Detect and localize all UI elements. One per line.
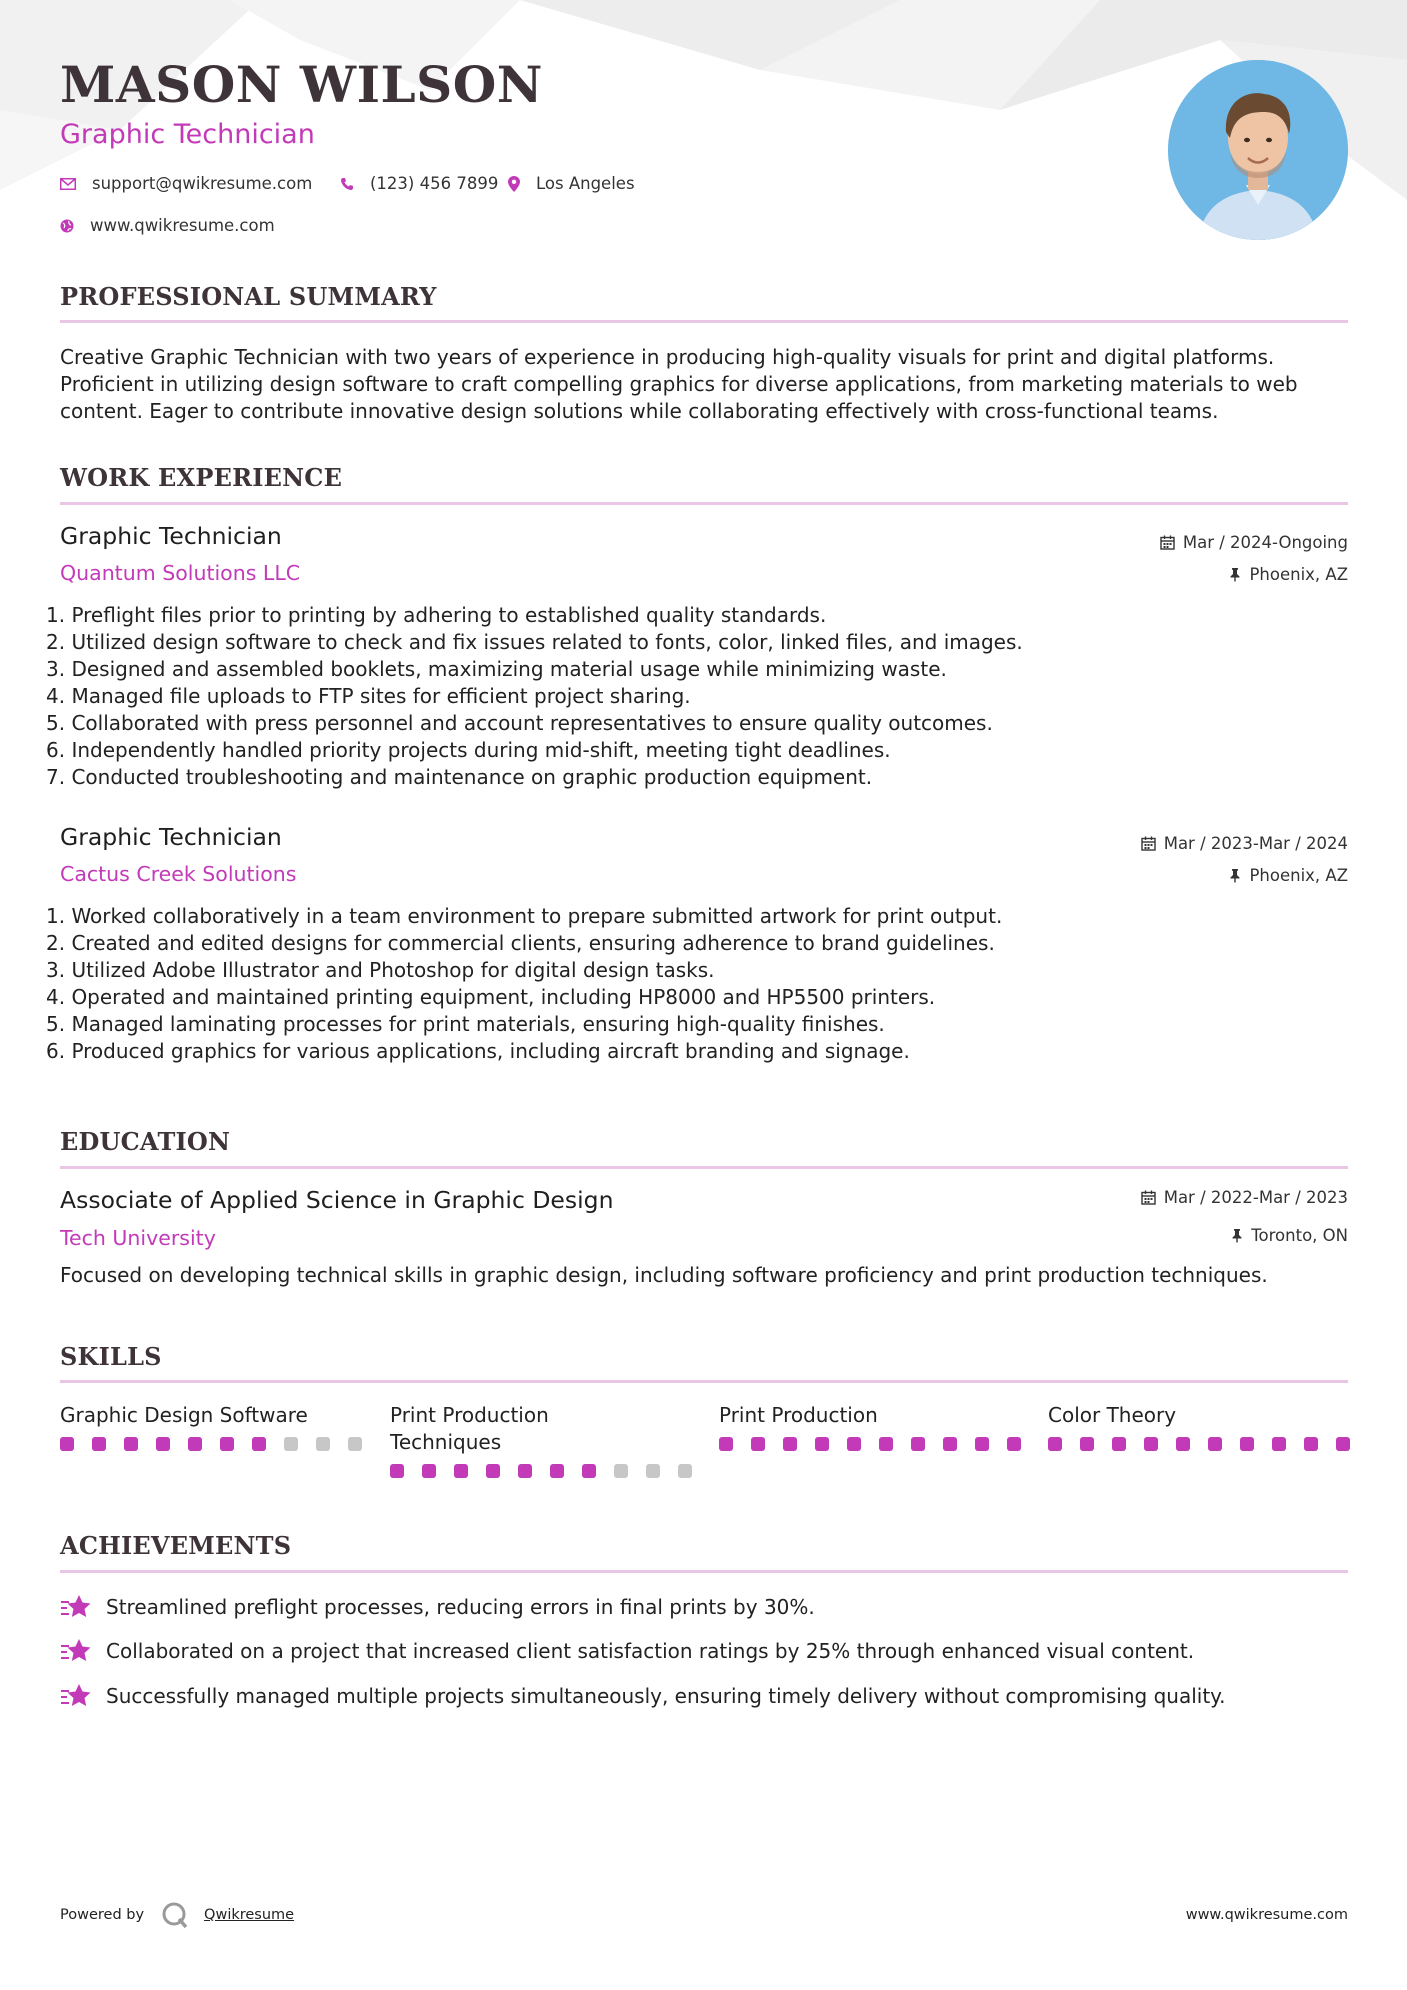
job-dates bbox=[1160, 533, 1348, 552]
list-item: 1. Preflight files prior to printing by adhering to established quality standards. bbox=[46, 603, 827, 627]
list-item: 6. Produced graphics for various applications, including aircraft branding and signage. bbox=[46, 1039, 910, 1063]
list-item: 3. Utilized Adobe Illustrator and Photoshop for digital design tasks. bbox=[46, 958, 715, 982]
skill-dot-empty bbox=[678, 1464, 692, 1478]
achievement-item bbox=[60, 1593, 815, 1621]
powered-by-text: Powered by bbox=[60, 1907, 145, 1923]
job-dates-text: Mar / 2024-Ongoing bbox=[1182, 533, 1348, 552]
skill-dot-filled bbox=[783, 1437, 797, 1451]
job-title: Graphic Technician bbox=[60, 522, 282, 550]
contact-phone[interactable] bbox=[340, 174, 498, 193]
skill-dot-filled bbox=[1272, 1437, 1286, 1451]
skill-dot-filled bbox=[975, 1437, 989, 1451]
globe-icon bbox=[60, 219, 74, 233]
education-description: Focused on developing technical skills in graphic design, including software proficiency and print production techniques. bbox=[60, 1263, 1268, 1287]
achievement-text: Collaborated on a project that increased client satisfaction ratings by 25% through enhanced visual content. bbox=[106, 1639, 1195, 1663]
list-item: 2. Utilized design software to check and fix issues related to fonts, color, linked files, and images. bbox=[46, 630, 1023, 654]
job-location bbox=[1229, 866, 1348, 885]
achievement-text: Streamlined preflight processes, reducing errors in final prints by 30%. bbox=[106, 1595, 815, 1619]
skill-dot-filled bbox=[422, 1464, 436, 1478]
skill-name: Print Production bbox=[719, 1403, 878, 1427]
skill-dot-filled bbox=[486, 1464, 500, 1478]
job-dates bbox=[1141, 834, 1348, 853]
candidate-role: Graphic Technician bbox=[60, 119, 315, 150]
job-dates-text: Mar / 2023-Mar / 2024 bbox=[1163, 834, 1348, 853]
contact-location bbox=[508, 174, 635, 193]
summary-divider bbox=[60, 320, 1348, 323]
job-responsibilities bbox=[46, 602, 1246, 791]
skill-dot-filled bbox=[847, 1437, 861, 1451]
website-text: www.qwikresume.com bbox=[90, 216, 275, 235]
calendar-icon bbox=[1141, 836, 1156, 851]
skill-dot-filled bbox=[390, 1464, 404, 1478]
phone-text: (123) 456 7899 bbox=[370, 174, 499, 193]
qwikresume-logo-icon bbox=[160, 1900, 190, 1930]
skill-dot-filled bbox=[188, 1437, 202, 1451]
candidate-name: MASON WILSON bbox=[60, 55, 543, 114]
school-name: Tech University bbox=[60, 1226, 216, 1250]
skill-rating bbox=[60, 1437, 362, 1451]
education-location-text: Toronto, ON bbox=[1251, 1226, 1348, 1245]
skill-item bbox=[60, 1402, 362, 1451]
skill-dot-filled bbox=[156, 1437, 170, 1451]
skill-dot-filled bbox=[252, 1437, 266, 1451]
skill-dot-filled bbox=[1304, 1437, 1318, 1451]
envelope-icon bbox=[60, 178, 76, 190]
skill-name: Color Theory bbox=[1048, 1403, 1177, 1427]
skill-dot-empty bbox=[614, 1464, 628, 1478]
skills-heading: SKILLS bbox=[60, 1342, 162, 1371]
summary-heading: PROFESSIONAL SUMMARY bbox=[60, 282, 437, 311]
skill-rating bbox=[390, 1464, 692, 1478]
skill-dot-filled bbox=[1007, 1437, 1021, 1451]
job-location-text: Phoenix, AZ bbox=[1249, 866, 1348, 885]
skill-dot-filled bbox=[879, 1437, 893, 1451]
skill-dot-empty bbox=[316, 1437, 330, 1451]
skill-name: Graphic Design Software bbox=[60, 1403, 308, 1427]
job-location-text: Phoenix, AZ bbox=[1249, 565, 1348, 584]
skill-dot-empty bbox=[284, 1437, 298, 1451]
skill-dot-filled bbox=[719, 1437, 733, 1451]
qwikresume-link[interactable]: Qwikresume bbox=[204, 1907, 295, 1923]
list-item: 3. Designed and assembled booklets, maximizing material usage while minimizing waste. bbox=[46, 657, 947, 681]
skill-dot-filled bbox=[1112, 1437, 1126, 1451]
education-location bbox=[1231, 1226, 1348, 1245]
job-title: Graphic Technician bbox=[60, 823, 282, 851]
footer-site[interactable]: www.qwikresume.com bbox=[1185, 1907, 1348, 1923]
phone-icon bbox=[340, 177, 354, 191]
skill-rating bbox=[1048, 1437, 1350, 1451]
summary-text: Creative Graphic Technician with two years of experience in producing high-quality visuals for print and digital platforms. Proficient in utilizing design software to craft compelling graphics for diverse applications, from marketing materials to web content. Eager to contribute innovative design solutions while collaborating effectively with cross-functional teams. bbox=[60, 345, 1298, 423]
skill-dot-empty bbox=[646, 1464, 660, 1478]
contact-email[interactable] bbox=[60, 174, 312, 193]
skill-dot-filled bbox=[751, 1437, 765, 1451]
contact-website[interactable] bbox=[60, 216, 275, 235]
skill-dot-filled bbox=[1080, 1437, 1094, 1451]
location-text: Los Angeles bbox=[536, 174, 635, 193]
pushpin-icon bbox=[1231, 1228, 1243, 1243]
skill-dot-filled bbox=[1144, 1437, 1158, 1451]
skill-item bbox=[1048, 1402, 1350, 1451]
list-item: 5. Managed laminating processes for print materials, ensuring high-quality finishes. bbox=[46, 1012, 885, 1036]
skill-dot-filled bbox=[1176, 1437, 1190, 1451]
skill-dot-filled bbox=[60, 1437, 74, 1451]
skill-dot-filled bbox=[1336, 1437, 1350, 1451]
education-divider bbox=[60, 1166, 1348, 1169]
job-location bbox=[1229, 565, 1348, 584]
list-item: 4. Operated and maintained printing equipment, including HP8000 and HP5500 printers. bbox=[46, 985, 936, 1009]
experience-heading: WORK EXPERIENCE bbox=[60, 463, 343, 492]
list-item: 7. Conducted troubleshooting and maintenance on graphic production equipment. bbox=[46, 765, 873, 789]
skill-item bbox=[390, 1402, 692, 1478]
skill-dot-filled bbox=[92, 1437, 106, 1451]
skill-rating bbox=[719, 1437, 1021, 1451]
experience-divider bbox=[60, 502, 1348, 505]
map-pin-icon bbox=[508, 176, 520, 192]
pushpin-icon bbox=[1229, 567, 1241, 582]
star-icon bbox=[60, 1593, 92, 1621]
skill-dot-filled bbox=[943, 1437, 957, 1451]
job-company: Quantum Solutions LLC bbox=[60, 561, 301, 585]
skills-divider bbox=[60, 1380, 1348, 1383]
skill-dot-filled bbox=[220, 1437, 234, 1451]
education-heading: EDUCATION bbox=[60, 1127, 231, 1156]
pushpin-icon bbox=[1229, 868, 1241, 883]
list-item: 1. Worked collaboratively in a team environment to prepare submitted artwork for print output. bbox=[46, 904, 1003, 928]
skill-dot-filled bbox=[124, 1437, 138, 1451]
list-item: 5. Collaborated with press personnel and account representatives to ensure quality outcomes. bbox=[46, 711, 993, 735]
calendar-icon bbox=[1141, 1190, 1156, 1205]
skill-dot-filled bbox=[1208, 1437, 1222, 1451]
degree-title: Associate of Applied Science in Graphic Design bbox=[60, 1186, 614, 1214]
email-text: support@qwikresume.com bbox=[92, 174, 313, 193]
skill-dot-filled bbox=[815, 1437, 829, 1451]
skill-name: Print Production Techniques bbox=[390, 1403, 549, 1454]
skill-dot-empty bbox=[348, 1437, 362, 1451]
skill-dot-filled bbox=[550, 1464, 564, 1478]
list-item: 2. Created and edited designs for commercial clients, ensuring adherence to brand guidelines. bbox=[46, 931, 995, 955]
education-dates bbox=[1141, 1188, 1348, 1207]
skill-item bbox=[719, 1402, 1021, 1451]
job-responsibilities bbox=[46, 903, 1246, 1065]
skill-dot-filled bbox=[1048, 1437, 1062, 1451]
education-dates-text: Mar / 2022-Mar / 2023 bbox=[1163, 1188, 1348, 1207]
skill-dot-filled bbox=[454, 1464, 468, 1478]
profile-photo bbox=[1168, 60, 1348, 240]
achievements-divider bbox=[60, 1570, 1348, 1573]
achievement-item bbox=[60, 1682, 1226, 1710]
achievements-heading: ACHIEVEMENTS bbox=[60, 1531, 292, 1560]
star-icon bbox=[60, 1637, 92, 1665]
calendar-icon bbox=[1160, 535, 1175, 550]
skill-dot-filled bbox=[911, 1437, 925, 1451]
footer-powered-by bbox=[60, 1900, 294, 1930]
achievement-text: Successfully managed multiple projects simultaneously, ensuring timely delivery without compromising quality. bbox=[106, 1684, 1226, 1708]
skill-dot-filled bbox=[1240, 1437, 1254, 1451]
skill-dot-filled bbox=[518, 1464, 532, 1478]
job-company: Cactus Creek Solutions bbox=[60, 862, 297, 886]
list-item: 4. Managed file uploads to FTP sites for efficient project sharing. bbox=[46, 684, 691, 708]
skill-dot-filled bbox=[582, 1464, 596, 1478]
achievement-item bbox=[60, 1637, 1194, 1665]
list-item: 6. Independently handled priority projects during mid-shift, meeting tight deadlines. bbox=[46, 738, 891, 762]
star-icon bbox=[60, 1682, 92, 1710]
